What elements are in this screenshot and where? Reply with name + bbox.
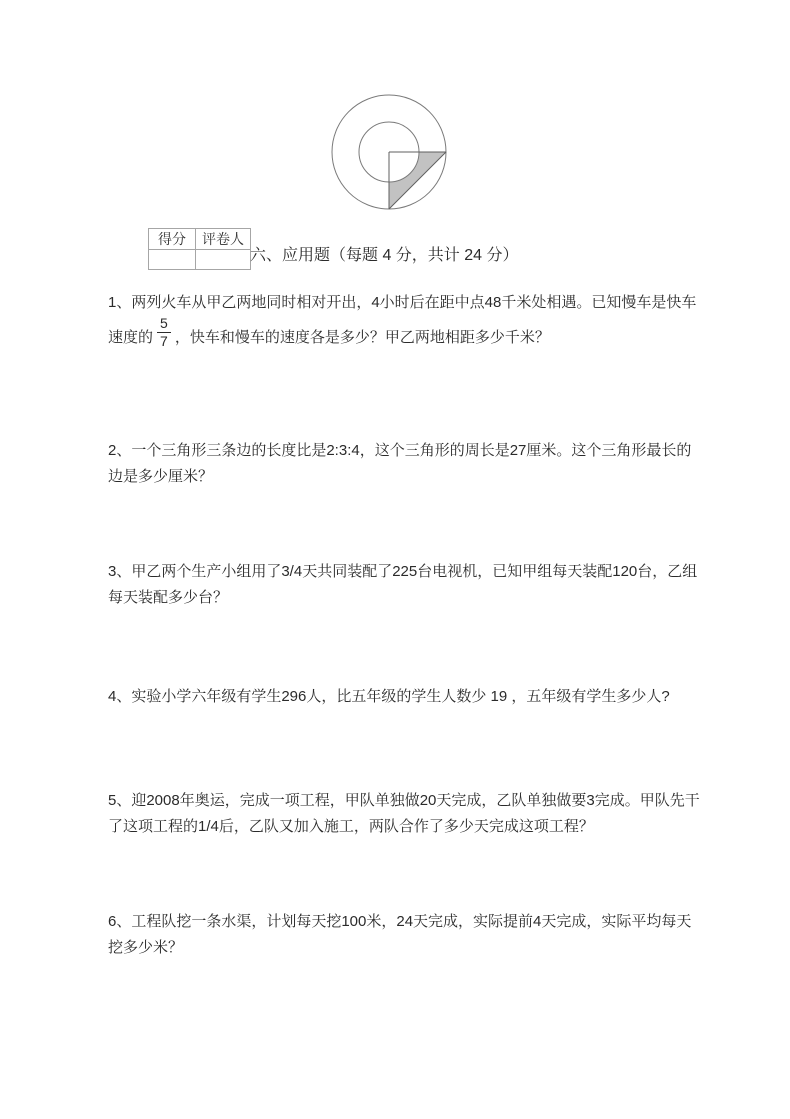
problem-1 xyxy=(108,290,696,351)
grader-value-cell[interactable] xyxy=(196,250,251,270)
problem-2-line-1: 2、一个三角形三条边的长度比是2:3:4，这个三角形的周长是27厘米。这个三角形最长的 xyxy=(108,442,692,459)
score-table-header-row xyxy=(149,229,251,250)
problem-4-line-1: 4、实验小学六年级有学生296人，比五年级的学生人数少 19 ，五年级有学生多少人? xyxy=(108,688,670,705)
problem-2 xyxy=(108,438,691,490)
score-header-cell: 得分 xyxy=(149,229,196,250)
problem-4 xyxy=(108,684,670,710)
problem-1-line2-prefix: 速度的 xyxy=(108,329,154,346)
fraction-numerator: 5 xyxy=(157,316,171,333)
problem-3-line-2: 每天装配多少台？ xyxy=(108,589,229,606)
problem-1-line2-suffix: ，快车和慢车的速度各是多少？甲乙两地相距多少千米？ xyxy=(174,329,550,346)
problem-5 xyxy=(108,788,700,840)
circles-triangle-figure xyxy=(327,90,451,214)
score-table-value-row xyxy=(149,250,251,270)
problem-3 xyxy=(108,559,697,611)
fraction-denominator: 7 xyxy=(160,333,168,349)
fraction-5-7 xyxy=(157,316,171,351)
problem-1-line-1: 1、两列火车从甲乙两地同时相对开出，4小时后在距中点48千米处相遇。已知慢车是快车 xyxy=(108,294,697,311)
section-heading: 六、应用题（每题 4 分，共计 24 分） xyxy=(250,247,519,264)
score-value-cell[interactable] xyxy=(149,250,196,270)
problem-6-line-1: 6、工程队挖一条水渠，计划每天挖100米，24天完成，实际提前4天完成，实际平均每天 xyxy=(108,913,692,930)
problem-5-line-1: 5、迎2008年奥运，完成一项工程，甲队单独做20天完成，乙队单独做要3完成。甲队先干 xyxy=(108,792,700,809)
problem-2-line-2: 边是多少厘米？ xyxy=(108,468,214,485)
grader-header-cell: 评卷人 xyxy=(196,229,251,250)
score-table xyxy=(148,228,251,270)
problem-1-line-2 xyxy=(108,316,696,351)
problem-3-line-1: 3、甲乙两个生产小组用了3/4天共同装配了225台电视机，已知甲组每天装配120台，乙组 xyxy=(108,563,698,580)
problem-5-line-2: 了这项工程的1/4后，乙队又加入施工，两队合作了多少天完成这项工程？ xyxy=(108,818,594,835)
problem-6 xyxy=(108,909,691,961)
problem-6-line-2: 挖多少米？ xyxy=(108,939,184,956)
